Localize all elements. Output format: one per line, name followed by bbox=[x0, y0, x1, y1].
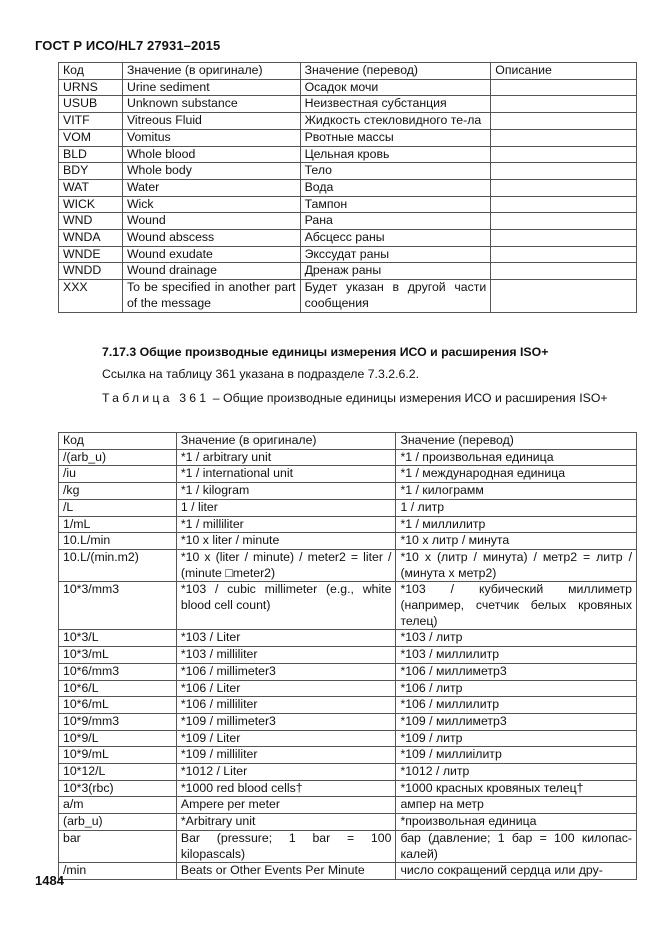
table-cell: Beats or Other Events Per Minute bbox=[176, 863, 396, 880]
column-header: Код bbox=[59, 63, 123, 80]
table-cell: Wound abscess bbox=[122, 230, 300, 247]
table-row bbox=[59, 146, 637, 163]
table-row bbox=[59, 797, 637, 814]
table-row bbox=[59, 863, 637, 880]
column-header: Значение (перевод) bbox=[396, 433, 637, 450]
table-cell: *109 / millimeter3 bbox=[176, 713, 396, 730]
table-cell: 10*12/L bbox=[59, 764, 177, 781]
table-row bbox=[59, 747, 637, 764]
table-cell: *106 / Liter bbox=[176, 680, 396, 697]
table-cell: 1 / литр bbox=[396, 499, 637, 516]
caption-text: – Общие производные единицы измерения ИСО и расширения ISO+ bbox=[209, 391, 608, 405]
table-row bbox=[59, 113, 637, 130]
table-cell: *103 / кубический миллиметр (например, счетчик белых кровяных телец) bbox=[396, 582, 637, 630]
table-cell: *1 / arbitrary unit bbox=[176, 449, 396, 466]
table-row bbox=[59, 196, 637, 213]
table-cell: WAT bbox=[59, 179, 123, 196]
table-row bbox=[59, 79, 637, 96]
table-cell: *103 / миллилитр bbox=[396, 647, 637, 664]
table-cell: *1 / milliliter bbox=[176, 516, 396, 533]
table-row bbox=[59, 96, 637, 113]
table-cell: *1012 / Liter bbox=[176, 764, 396, 781]
table-cell: Wick bbox=[122, 196, 300, 213]
table-cell: *1 / произвольная единица bbox=[396, 449, 637, 466]
table-header-row bbox=[59, 433, 637, 450]
table-cell: a/m bbox=[59, 797, 177, 814]
table-cell: Тело bbox=[300, 163, 491, 180]
table-row bbox=[59, 230, 637, 247]
table-cell bbox=[491, 230, 637, 247]
table-cell bbox=[491, 129, 637, 146]
table-cell: число сокращений сердца или дру- bbox=[396, 863, 637, 880]
table-cell bbox=[491, 96, 637, 113]
table-cell: Цельная кровь bbox=[300, 146, 491, 163]
table-cell: 10*3/mm3 bbox=[59, 582, 177, 630]
table-cell: 10*6/L bbox=[59, 680, 177, 697]
table-reference-text: Ссылка на таблицу 361 указана в подразделе 7.3.2.6.2. bbox=[102, 367, 419, 381]
table-cell: 10*3(rbc) bbox=[59, 780, 177, 797]
table-cell: *106 / миллиметр3 bbox=[396, 663, 637, 680]
table-cell: WNDE bbox=[59, 246, 123, 263]
table-cell: *1 / kilogram bbox=[176, 483, 396, 500]
table-cell bbox=[491, 280, 637, 312]
table-cell: Wound drainage bbox=[122, 263, 300, 280]
table-row bbox=[59, 697, 637, 714]
column-header: Значение (в оригинале) bbox=[122, 63, 300, 80]
table-cell: *Arbitrary unit bbox=[176, 814, 396, 831]
table-cell: *10 x (литр / минута) / метр2 = литр / (минута x метр2) bbox=[396, 549, 637, 581]
table-cell: *10 x liter / minute bbox=[176, 533, 396, 550]
table-cell bbox=[491, 179, 637, 196]
table-row bbox=[59, 713, 637, 730]
column-header: Код bbox=[59, 433, 177, 450]
table-cell: бар (давление; 1 бар = 100 килопас-калей) bbox=[396, 830, 637, 862]
table-row bbox=[59, 582, 637, 630]
table-row bbox=[59, 246, 637, 263]
table-cell: 1 / liter bbox=[176, 499, 396, 516]
table-cell: Неизвестная субстанция bbox=[300, 96, 491, 113]
table-cell: WNDA bbox=[59, 230, 123, 247]
table-cell: *109 / миллиметр3 bbox=[396, 713, 637, 730]
table-cell bbox=[491, 146, 637, 163]
table-cell: Жидкость стекловидного те-ла bbox=[300, 113, 491, 130]
table-cell: Вода bbox=[300, 179, 491, 196]
table-cell: *103 / литр bbox=[396, 630, 637, 647]
table-cell: *1 / миллилитр bbox=[396, 516, 637, 533]
table-cell: 10*9/mm3 bbox=[59, 713, 177, 730]
table-row bbox=[59, 280, 637, 312]
table-cell: WNDD bbox=[59, 263, 123, 280]
table-cell: /(arb_u) bbox=[59, 449, 177, 466]
table-cell: To be specified in another part of the message bbox=[122, 280, 300, 312]
table-row bbox=[59, 499, 637, 516]
table-cell: *1000 red blood cells† bbox=[176, 780, 396, 797]
table-cell: Дренаж раны bbox=[300, 263, 491, 280]
table-previous-continuation bbox=[58, 62, 637, 313]
table-cell: *произвольная единица bbox=[396, 814, 637, 831]
caption-label: Таблица 361 bbox=[102, 391, 210, 405]
table-row bbox=[59, 680, 637, 697]
table-row bbox=[59, 483, 637, 500]
table-row bbox=[59, 213, 637, 230]
table-cell bbox=[491, 196, 637, 213]
table-cell: Тампон bbox=[300, 196, 491, 213]
table-row bbox=[59, 516, 637, 533]
table-361 bbox=[58, 432, 637, 880]
table-cell: Ampere per meter bbox=[176, 797, 396, 814]
table-cell: Абсцесс раны bbox=[300, 230, 491, 247]
table-cell: VOM bbox=[59, 129, 123, 146]
table-cell: *103 / Liter bbox=[176, 630, 396, 647]
table-cell: *106 / milliliter bbox=[176, 697, 396, 714]
table-cell bbox=[491, 79, 637, 96]
table-cell: *103 / cubic millimeter (e.g., white blood cell count) bbox=[176, 582, 396, 630]
table-cell: *106 / millimeter3 bbox=[176, 663, 396, 680]
table-row bbox=[59, 647, 637, 664]
table-cell: Unknown substance bbox=[122, 96, 300, 113]
table-cell: Bar (pressure; 1 bar = 100 kilopascals) bbox=[176, 830, 396, 862]
table-cell: USUB bbox=[59, 96, 123, 113]
table-cell: /min bbox=[59, 863, 177, 880]
table-cell: *109 / миллиiлитр bbox=[396, 747, 637, 764]
table-cell: BLD bbox=[59, 146, 123, 163]
table-row bbox=[59, 263, 637, 280]
table-row bbox=[59, 663, 637, 680]
table-cell: Urine sediment bbox=[122, 79, 300, 96]
table-row bbox=[59, 814, 637, 831]
table-cell: Whole blood bbox=[122, 146, 300, 163]
table-cell: 10.L/min bbox=[59, 533, 177, 550]
page-number: 1484 bbox=[35, 873, 64, 888]
table-row bbox=[59, 630, 637, 647]
table-row bbox=[59, 466, 637, 483]
section-heading: 7.17.3 Общие производные единицы измерения ИСО и расширения ISO+ bbox=[102, 345, 549, 359]
table-cell: Рана bbox=[300, 213, 491, 230]
table-cell: WICK bbox=[59, 196, 123, 213]
table-cell: WND bbox=[59, 213, 123, 230]
table-cell: 10*3/L bbox=[59, 630, 177, 647]
table-cell: Экссудат раны bbox=[300, 246, 491, 263]
table-cell: /kg bbox=[59, 483, 177, 500]
table-cell bbox=[491, 213, 637, 230]
table-cell: Whole body bbox=[122, 163, 300, 180]
table-cell: 10*9/L bbox=[59, 730, 177, 747]
table-cell: *1 / килограмм bbox=[396, 483, 637, 500]
table-cell: 10*9/mL bbox=[59, 747, 177, 764]
table-cell: 10.L/(min.m2) bbox=[59, 549, 177, 581]
table-row bbox=[59, 129, 637, 146]
table-cell: *1 / international unit bbox=[176, 466, 396, 483]
table-cell: Wound bbox=[122, 213, 300, 230]
table-cell: *10 x (liter / minute) / meter2 = liter / (minute □meter2) bbox=[176, 549, 396, 581]
table-cell: Vomitus bbox=[122, 129, 300, 146]
table-row bbox=[59, 830, 637, 862]
table-row bbox=[59, 549, 637, 581]
table-cell bbox=[491, 113, 637, 130]
table-cell: /L bbox=[59, 499, 177, 516]
table-cell: *106 / миллилитр bbox=[396, 697, 637, 714]
table-cell: *103 / milliliter bbox=[176, 647, 396, 664]
table-cell: Осадок мочи bbox=[300, 79, 491, 96]
table-cell: *109 / milliliter bbox=[176, 747, 396, 764]
table-row bbox=[59, 533, 637, 550]
table-cell bbox=[491, 246, 637, 263]
table-cell: 10*3/mL bbox=[59, 647, 177, 664]
table-cell: /iu bbox=[59, 466, 177, 483]
table-row bbox=[59, 179, 637, 196]
table-cell: (arb_u) bbox=[59, 814, 177, 831]
table-row bbox=[59, 449, 637, 466]
table-cell: bar bbox=[59, 830, 177, 862]
table-cell: XXX bbox=[59, 280, 123, 312]
table-cell: ампер на метр bbox=[396, 797, 637, 814]
column-header: Описание bbox=[491, 63, 637, 80]
table-caption bbox=[64, 388, 630, 409]
table-cell: Water bbox=[122, 179, 300, 196]
table-cell: *109 / литр bbox=[396, 730, 637, 747]
column-header: Значение (в оригинале) bbox=[176, 433, 396, 450]
table-cell bbox=[491, 263, 637, 280]
table-cell: Рвотные массы bbox=[300, 129, 491, 146]
table-cell: Будет указан в другой части сообщения bbox=[300, 280, 491, 312]
table-cell: 10*6/mm3 bbox=[59, 663, 177, 680]
table-cell: 1/mL bbox=[59, 516, 177, 533]
table-cell: VITF bbox=[59, 113, 123, 130]
column-header: Значение (перевод) bbox=[300, 63, 491, 80]
table-cell: Wound exudate bbox=[122, 246, 300, 263]
table-cell: URNS bbox=[59, 79, 123, 96]
table-row bbox=[59, 163, 637, 180]
table-cell bbox=[491, 163, 637, 180]
table-cell: *106 / литр bbox=[396, 680, 637, 697]
table-row bbox=[59, 730, 637, 747]
table-header-row bbox=[59, 63, 637, 80]
table-cell: Vitreous Fluid bbox=[122, 113, 300, 130]
table-row bbox=[59, 764, 637, 781]
table-cell: *1 / международная единица bbox=[396, 466, 637, 483]
table-cell: *109 / Liter bbox=[176, 730, 396, 747]
table-cell: *1000 красных кровяных телец† bbox=[396, 780, 637, 797]
document-header: ГОСТ Р ИСО/HL7 27931–2015 bbox=[35, 38, 221, 53]
table-cell: BDY bbox=[59, 163, 123, 180]
table-cell: *10 x литр / минута bbox=[396, 533, 637, 550]
table-row bbox=[59, 780, 637, 797]
table-cell: 10*6/mL bbox=[59, 697, 177, 714]
table-cell: *1012 / литр bbox=[396, 764, 637, 781]
